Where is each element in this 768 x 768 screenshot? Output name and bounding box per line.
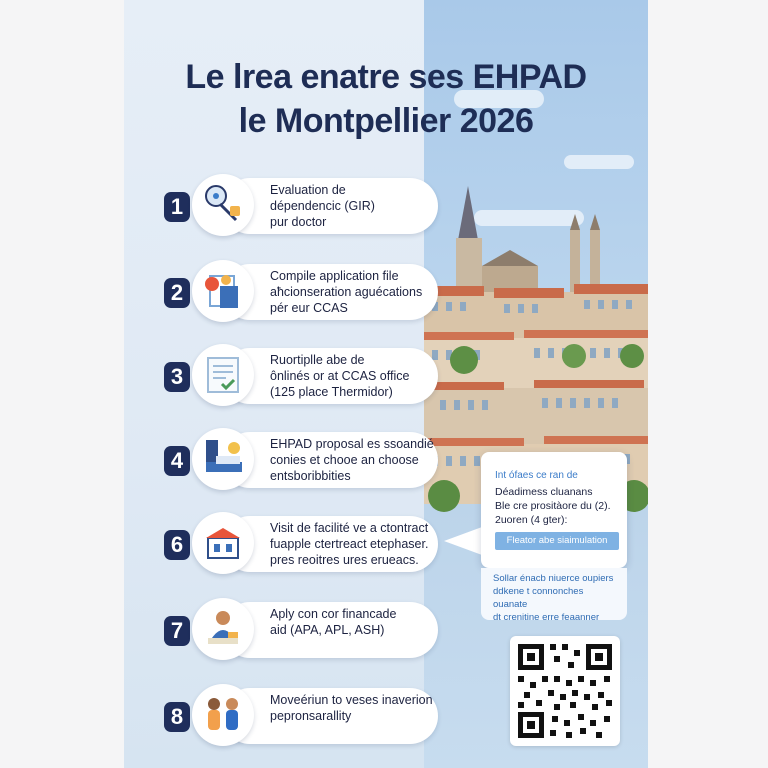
step-line: entsboribbities <box>270 469 351 483</box>
step-line: Compile application file <box>270 269 399 283</box>
step-line: pér eur CCAS <box>270 301 348 315</box>
info-line: dt crenitine erre feaanner <box>493 612 600 623</box>
step-text <box>270 520 438 568</box>
poster-title-line2: le Montpellier 2026 <box>238 102 534 140</box>
step-line: pur doctor <box>270 215 327 229</box>
poster-title-line1: Le lrea enatre ses EHPAD <box>185 58 587 96</box>
step-line: EHPAD proposal es ssoandié <box>270 437 434 451</box>
bed-icon <box>192 428 254 490</box>
step-text <box>270 352 438 400</box>
step-4 <box>164 430 440 490</box>
step-line: pepronsarallity <box>270 709 352 723</box>
stethoscope-icon <box>192 174 254 236</box>
popup-line: Ble cre prositàore du (2). <box>495 500 611 512</box>
step-line: (125 place Thermidor) <box>270 385 393 399</box>
step-line: Visit de facilité ve a ctontract <box>270 521 429 535</box>
facility-icon <box>192 512 254 574</box>
step-6 <box>164 514 440 574</box>
step-number-badge: 3 <box>164 362 190 392</box>
online-form-icon <box>192 344 254 406</box>
step-number-badge: 8 <box>164 702 190 732</box>
step-number-badge: 2 <box>164 278 190 308</box>
info-line: Sollar énacb niuerce oupiers <box>493 573 614 584</box>
step-number-badge: 7 <box>164 616 190 646</box>
person-laptop-icon <box>192 598 254 660</box>
step-text <box>270 436 438 484</box>
step-line: Moveériun to veses inaverion <box>270 693 433 707</box>
step-text <box>270 268 438 316</box>
step-3 <box>164 346 440 406</box>
step-line: conies et chooe an choose <box>270 453 419 467</box>
step-7 <box>164 600 440 660</box>
step-line: pres reoitres ures erueacs. <box>270 553 419 567</box>
info-line: ddkene t connonches ouanate <box>493 586 584 610</box>
step-line: ônlinés or at CCAS office <box>270 369 410 383</box>
simulation-button[interactable]: Fleator abe siaimulation <box>495 532 619 550</box>
step-8 <box>164 686 440 746</box>
step-2 <box>164 262 440 322</box>
popup-line: 2uoren (4 gter): <box>495 514 568 526</box>
step-number-badge: 4 <box>164 446 190 476</box>
step-line: aħcionseration aguécations <box>270 285 423 299</box>
step-text <box>270 692 438 724</box>
step-1 <box>164 176 440 236</box>
poster <box>124 0 648 768</box>
step-line: Ruortiplle abe de <box>270 353 365 367</box>
step-line: Evaluation de <box>270 183 346 197</box>
documents-icon <box>192 260 254 322</box>
info-note <box>481 568 627 623</box>
popup-title: Int ófaes ce ran de <box>495 470 578 481</box>
step-text <box>270 606 438 638</box>
people-meeting-icon <box>192 684 254 746</box>
step-text <box>270 182 438 230</box>
step-line: aid (APA, APL, ASH) <box>270 623 385 637</box>
cloud <box>564 155 634 169</box>
simulator-popup <box>481 452 627 568</box>
step-line: fuapple ctertreact etephaser. <box>270 537 429 551</box>
step-number-badge: 1 <box>164 192 190 222</box>
step-line: dépendencic (GIR) <box>270 199 375 213</box>
qr-code[interactable] <box>510 636 620 746</box>
step-line: Aply con cor financade <box>270 607 397 621</box>
popup-pointer <box>444 527 482 555</box>
popup-line: Déadimess cluanans <box>495 486 593 498</box>
step-number-badge: 6 <box>164 530 190 560</box>
